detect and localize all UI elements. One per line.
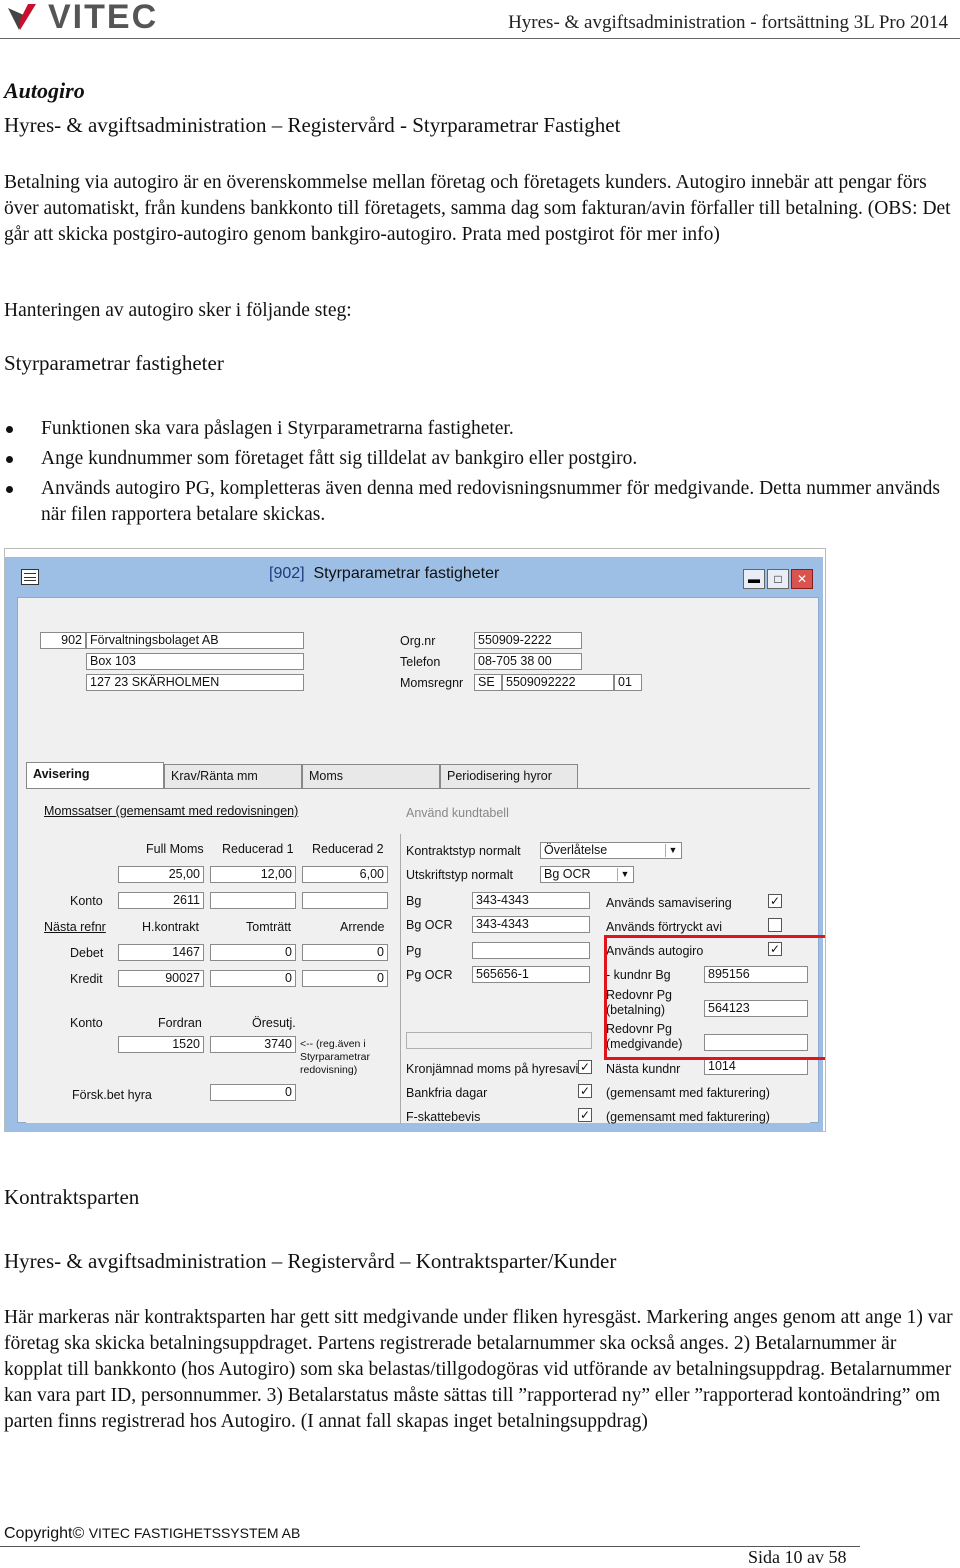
momsregnr-label: Momsregnr — [400, 676, 464, 690]
window-panel — [17, 597, 819, 1123]
momssatser-link[interactable]: Momssatser (gemensamt med redovisningen) — [44, 804, 299, 818]
window-menu-icon[interactable] — [21, 569, 39, 585]
full-moms-field[interactable]: 25,00 — [118, 866, 204, 883]
footer-divider — [0, 1546, 860, 1547]
fskatt-label: F-skattebevis — [406, 1110, 481, 1124]
chevron-down-icon: ▼ — [665, 844, 680, 857]
tomtratt-label: Tomträtt — [246, 920, 292, 934]
window-id: [902] — [269, 565, 305, 582]
bgocr-label: Bg OCR — [406, 918, 453, 932]
tab-periodisering[interactable]: Periodisering hyror — [440, 764, 578, 788]
fskatt-checkbox[interactable]: ✓ — [579, 1108, 591, 1122]
samavisering-label: Används samavisering — [606, 896, 732, 910]
list-item: Används autogiro PG, kompletteras även denna med redovisningsnummer för medgivande. Detta nummer används när filen rapportera betalare skickas. — [4, 476, 954, 528]
moms-prefix-field[interactable]: SE — [474, 674, 502, 691]
document-header-title: Hyres- & avgiftsadministration - fortsättning 3L Pro 2014 — [508, 12, 948, 33]
oresutj-note: <-- (reg.även i Styrparametrar redovisning) — [300, 1038, 371, 1076]
section-heading-autogiro: Autogiro — [4, 78, 85, 103]
footer-copyright — [4, 1525, 300, 1543]
autogiro-checkbox[interactable]: ✓ — [769, 942, 781, 956]
kredit-arrende-field[interactable]: 0 — [302, 970, 388, 987]
telefon-label: Telefon — [400, 655, 441, 669]
kundnr-bg-field[interactable]: 895156 — [704, 966, 808, 983]
samavisering-checkbox[interactable]: ✓ — [769, 894, 781, 908]
company-no-field[interactable]: 902 — [40, 632, 86, 649]
vitec-logo-icon — [6, 2, 40, 32]
window-titlebar — [11, 559, 817, 589]
company-name-field[interactable]: Förvaltningsbolaget AB — [86, 632, 304, 649]
nasta-refnr-link[interactable]: Nästa refnr — [44, 920, 106, 934]
nasta-kundnr-field[interactable]: 1014 — [704, 1058, 808, 1075]
reducerad2-field[interactable]: 6,00 — [302, 866, 388, 883]
section-path: Hyres- & avgiftsadministration – Registervård - Styrparametrar Fastighet — [4, 113, 621, 137]
debet-tomtratt-field[interactable]: 0 — [210, 944, 296, 961]
fortryckt-checkbox[interactable] — [768, 918, 782, 932]
telefon-field[interactable]: 08-705 38 00 — [474, 653, 582, 670]
paragraph-kontraktsparten: Här markeras när kontraktsparten har gett sitt medgivande under fliken hyresgäst. Markering anges genom att ange 1) var företag ska skicka betalningsuppdraget. Partens registrerade betalarnummer ska också anges. 2) Betalarnummer är kopplat till bankkonto (hos Autogiro) som ska belastas/tillgodogöras vid utförande av betalningsuppdrag. Betalarnummer kan vara part ID, personnummer. 3) Betalarstatus måste sättas till ”rapporterad ny” eller ”rapporterad kontoändring” om parten finns registrerad hos Autogiro. (I annat fall skapas inget betalningsuppdrag) — [4, 1307, 953, 1432]
window-title-text: Styrparametrar fastigheter — [313, 565, 500, 582]
address2-field[interactable]: 127 23 SKÄRHOLMEN — [86, 674, 304, 691]
moms-nr-field[interactable]: 5509092222 — [502, 674, 614, 691]
redovnr-betalning-field[interactable]: 564123 — [704, 1000, 808, 1017]
reducerad1-label: Reducerad 1 — [222, 842, 294, 856]
styrparametrar-screenshot — [4, 548, 826, 1132]
kronjamnad-checkbox[interactable]: ✓ — [579, 1060, 591, 1074]
redovnr-medgivande-label: Redovnr Pg (medgivande) — [606, 1022, 683, 1051]
bg-label: Bg — [406, 894, 422, 908]
autogiro-label: Används autogiro — [606, 944, 704, 958]
kronjamnad-label: Kronjämnad moms på hyresavi — [406, 1062, 579, 1076]
orgnr-label: Org.nr — [400, 634, 436, 648]
konto-full-field[interactable]: 2611 — [118, 892, 204, 909]
kredit-tomtratt-field[interactable]: 0 — [210, 970, 296, 987]
utskriftstyp-label: Utskriftstyp normalt — [406, 868, 513, 882]
oresutj-field[interactable]: 3740 — [210, 1036, 296, 1053]
bullet-list — [4, 416, 954, 532]
chevron-down-icon: ▼ — [617, 868, 632, 881]
minimize-button[interactable]: ▬ — [743, 569, 765, 589]
kundnr-bg-label: - kundnr Bg — [606, 968, 671, 982]
utskriftstyp-value: Bg OCR — [544, 867, 591, 881]
gemensamt-label-1: (gemensamt med fakturering) — [606, 1086, 770, 1100]
kredit-label: Kredit — [70, 972, 103, 986]
address1-field[interactable]: Box 103 — [86, 653, 304, 670]
anvand-kundtabell-label: Använd kundtabell — [406, 806, 509, 820]
full-moms-label: Full Moms — [146, 842, 204, 856]
pg-label: Pg — [406, 944, 422, 958]
hkontrakt-label: H.kontrakt — [142, 920, 199, 934]
kontraktstyp-label: Kontraktstyp normalt — [406, 844, 521, 858]
close-button[interactable]: ✕ — [791, 569, 813, 589]
section2-path: Hyres- & avgiftsadministration – Registervård – Kontraktsparter/Kunder — [4, 1249, 617, 1273]
paragraph-intro: Betalning via autogiro är en överenskommelse mellan företag och företagets kunders. Autogiro innebär att pengar förs över automatiskt, från kundens bankkonto till företagets, samma dag som fakturan/avin förfaller till betalning. (OBS: Det går att skicka postgiro-autogiro genom bankgiro-autogiro. Prata med postgirot för mer info) — [4, 172, 951, 245]
gemensamt-label-2: (gemensamt med fakturering) — [606, 1110, 770, 1124]
vitec-logo — [6, 0, 158, 34]
debet-label: Debet — [70, 946, 104, 960]
pgocr-label: Pg OCR — [406, 968, 453, 982]
konto-red2-field[interactable] — [302, 892, 388, 909]
tab-moms[interactable]: Moms — [302, 764, 440, 788]
redovnr-betalning-label: Redovnr Pg (betalning) — [606, 988, 673, 1017]
bgocr-field[interactable]: 343-4343 — [472, 916, 590, 933]
kontraktstyp-value: Överlåtelse — [544, 843, 608, 857]
fordran-label: Fordran — [158, 1016, 202, 1030]
konto-label: Konto — [70, 894, 103, 908]
forsk-bet-field[interactable]: 0 — [210, 1084, 296, 1101]
bankfria-label: Bankfria dagar — [406, 1086, 488, 1100]
subheading-styrparametrar: Styrparametrar fastigheter — [4, 351, 224, 375]
forsk-bet-label: Försk.bet hyra — [72, 1088, 152, 1102]
list-item: Ange kundnummer som företaget fått sig tilldelat av bankgiro eller postgiro. — [4, 446, 954, 472]
reducerad2-label: Reducerad 2 — [312, 842, 384, 856]
pg-field[interactable] — [472, 942, 590, 959]
kontraktstyp-select[interactable] — [540, 842, 682, 859]
section-heading-kontraktsparten: Kontraktsparten — [4, 1185, 140, 1209]
arrende-label: Arrende — [340, 920, 385, 934]
company-name: VITEC FASTIGHETSSYSTEM AB — [88, 1525, 301, 1541]
tab-avisering[interactable]: Avisering — [26, 762, 164, 788]
oresutj-label: Öresutj. — [252, 1016, 296, 1030]
bankfria-checkbox[interactable]: ✓ — [579, 1084, 591, 1098]
utskriftstyp-select[interactable] — [540, 866, 634, 883]
nasta-kundnr-label: Nästa kundnr — [606, 1062, 681, 1076]
paragraph-steps: Hanteringen av autogiro sker i följande steg: — [4, 300, 352, 321]
reducerad1-field[interactable]: 12,00 — [210, 866, 296, 883]
fordran-field[interactable]: 1520 — [118, 1036, 204, 1053]
debet-hkontrakt-field[interactable]: 1467 — [118, 944, 204, 961]
highlight-box — [604, 935, 826, 1060]
pgocr-field[interactable]: 565656-1 — [472, 966, 590, 983]
column-divider — [400, 834, 401, 1124]
blank-field — [406, 1032, 592, 1049]
konto-red1-field[interactable] — [210, 892, 296, 909]
list-item: Funktionen ska vara påslagen i Styrparametrarna fastigheter. — [4, 416, 954, 442]
kredit-hkontrakt-field[interactable]: 90027 — [118, 970, 204, 987]
konto2-label: Konto — [70, 1016, 103, 1030]
moms-suffix-field[interactable]: 01 — [614, 674, 642, 691]
logo-text: VITEC — [48, 0, 159, 36]
orgnr-field[interactable]: 550909-2222 — [474, 632, 582, 649]
tab-krav-ranta[interactable]: Krav/Ränta mm — [164, 764, 302, 788]
window-title — [269, 565, 499, 583]
debet-arrende-field[interactable]: 0 — [302, 944, 388, 961]
page-number: Sida 10 av 58 — [748, 1547, 847, 1567]
bg-field[interactable]: 343-4343 — [472, 892, 590, 909]
fortryckt-label: Används förtryckt avi — [606, 920, 723, 934]
copyright-label: Copyright© — [4, 1525, 85, 1542]
maximize-button[interactable]: □ — [767, 569, 789, 589]
header-divider — [0, 38, 960, 39]
